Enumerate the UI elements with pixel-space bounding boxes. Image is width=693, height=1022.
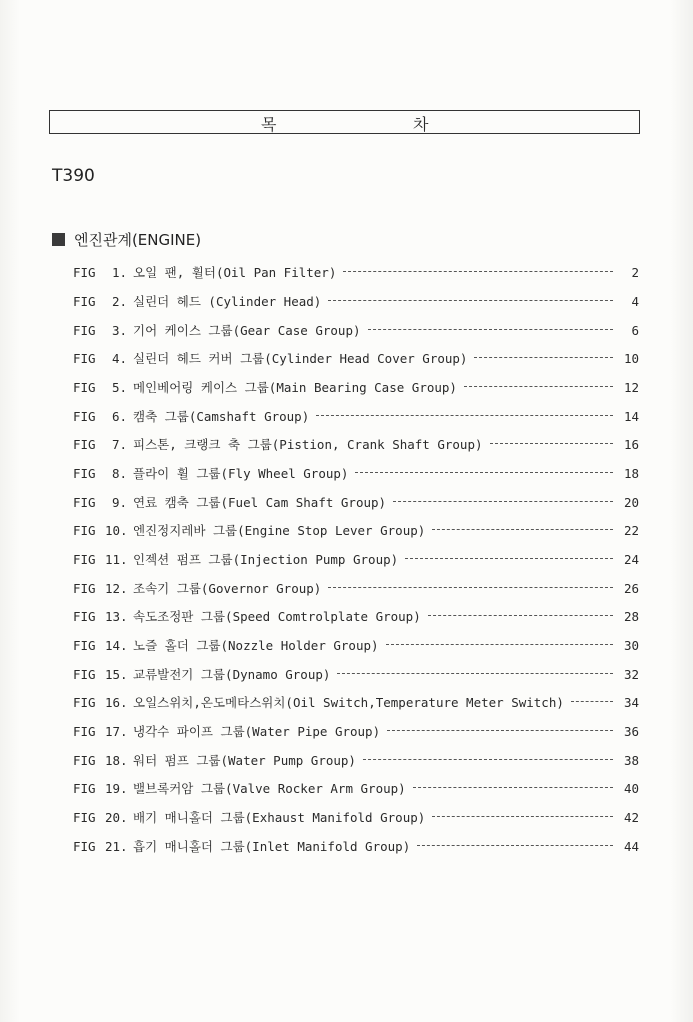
toc-entry[interactable] bbox=[73, 434, 639, 454]
toc-fig-number: 19. bbox=[105, 780, 128, 796]
toc-page-number: 16 bbox=[623, 436, 639, 452]
toc-entry[interactable] bbox=[73, 320, 639, 340]
toc-fig-number: 10. bbox=[105, 522, 128, 538]
toc-dot-leader bbox=[387, 730, 613, 732]
toc-page-number: 24 bbox=[623, 551, 639, 567]
toc-fig-label: FIG bbox=[73, 809, 96, 825]
toc-fig-number: 5. bbox=[111, 379, 127, 395]
toc-fig-label: FIG bbox=[73, 752, 96, 768]
toc-dot-leader bbox=[393, 501, 613, 503]
toc-entry-title: 기어 케이스 그룹(Gear Case Group) bbox=[133, 323, 361, 338]
toc-page-number: 26 bbox=[623, 580, 639, 596]
toc-page-number: 32 bbox=[623, 666, 639, 682]
toc-page-number: 40 bbox=[623, 780, 639, 796]
toc-dot-leader bbox=[571, 701, 613, 703]
toc-fig-number: 15. bbox=[105, 666, 128, 682]
toc-entry[interactable] bbox=[73, 492, 639, 512]
toc-dot-leader bbox=[363, 759, 613, 761]
toc-fig-label: FIG bbox=[73, 494, 96, 510]
toc-page-number: 36 bbox=[623, 723, 639, 739]
toc-entry[interactable] bbox=[73, 750, 639, 770]
toc-entry[interactable] bbox=[73, 721, 639, 741]
toc-title-box bbox=[49, 110, 640, 134]
toc-fig-label: FIG bbox=[73, 350, 96, 366]
square-bullet-icon bbox=[52, 233, 65, 246]
toc-dot-leader bbox=[328, 300, 613, 302]
toc-dot-leader bbox=[328, 587, 613, 589]
toc-fig-label: FIG bbox=[73, 666, 96, 682]
toc-entry[interactable] bbox=[73, 549, 639, 569]
toc-entry-title: 흡기 매니홀더 그룹(Inlet Manifold Group) bbox=[133, 839, 411, 854]
toc-fig-label: FIG bbox=[73, 264, 96, 280]
toc-dot-leader bbox=[368, 329, 613, 331]
toc-dot-leader bbox=[343, 271, 613, 273]
toc-page-number: 18 bbox=[623, 465, 639, 481]
toc-dot-leader bbox=[417, 845, 613, 847]
toc-dot-leader bbox=[386, 644, 613, 646]
toc-entry[interactable] bbox=[73, 807, 639, 827]
toc-page-number: 10 bbox=[623, 350, 639, 366]
toc-entry-title: 배기 매니홀더 그룹(Exhaust Manifold Group) bbox=[133, 810, 426, 825]
toc-fig-number: 11. bbox=[105, 551, 128, 567]
toc-fig-label: FIG bbox=[73, 379, 96, 395]
toc-page-number: 22 bbox=[623, 522, 639, 538]
toc-fig-label: FIG bbox=[73, 838, 96, 854]
toc-fig-number: 3. bbox=[111, 322, 127, 338]
toc-dot-leader bbox=[464, 386, 613, 388]
toc-fig-number: 20. bbox=[105, 809, 128, 825]
toc-fig-label: FIG bbox=[73, 522, 96, 538]
toc-fig-number: 4. bbox=[111, 350, 127, 366]
toc-entry-title: 오일 팬, 휠터(Oil Pan Filter) bbox=[133, 265, 337, 280]
toc-entry-title: 밸브록커암 그룹(Valve Rocker Arm Group) bbox=[133, 781, 406, 796]
toc-entry[interactable] bbox=[73, 348, 639, 368]
toc-fig-number: 9. bbox=[111, 494, 127, 510]
toc-entry-title: 실린더 헤드 (Cylinder Head) bbox=[133, 294, 322, 309]
toc-page-number: 28 bbox=[623, 608, 639, 624]
toc-fig-number: 13. bbox=[105, 608, 128, 624]
toc-entry[interactable] bbox=[73, 778, 639, 798]
toc-fig-label: FIG bbox=[73, 551, 96, 567]
toc-entry-title: 연료 캠축 그룹(Fuel Cam Shaft Group) bbox=[133, 495, 387, 510]
toc-entry-title: 워터 펌프 그룹(Water Pump Group) bbox=[133, 753, 356, 768]
section-title: 엔진관계(ENGINE) bbox=[74, 231, 202, 249]
toc-dot-leader bbox=[432, 816, 613, 818]
toc-page-number: 4 bbox=[631, 293, 639, 309]
toc-fig-label: FIG bbox=[73, 293, 96, 309]
toc-fig-number: 18. bbox=[105, 752, 128, 768]
toc-entry-title: 조속기 그룹(Governor Group) bbox=[133, 581, 322, 596]
toc-page-number: 42 bbox=[623, 809, 639, 825]
toc-entry[interactable] bbox=[73, 578, 639, 598]
toc-fig-label: FIG bbox=[73, 580, 96, 596]
toc-entry-title: 피스톤, 크랭크 축 그룹(Pistion, Crank Shaft Group) bbox=[133, 437, 483, 452]
toc-fig-label: FIG bbox=[73, 723, 96, 739]
toc-fig-label: FIG bbox=[73, 322, 96, 338]
toc-entry-title: 실린더 헤드 커버 그룹(Cylinder Head Cover Group) bbox=[133, 351, 468, 366]
toc-fig-number: 8. bbox=[111, 465, 127, 481]
toc-fig-number: 12. bbox=[105, 580, 128, 596]
toc-fig-label: FIG bbox=[73, 780, 96, 796]
toc-entry-title: 오일스위치,온도메타스위치(Oil Switch,Temperature Meter Switch) bbox=[133, 695, 564, 710]
toc-page-number: 12 bbox=[623, 379, 639, 395]
toc-fig-number: 16. bbox=[105, 694, 128, 710]
model-number: T390 bbox=[52, 166, 95, 186]
toc-page-number: 30 bbox=[623, 637, 639, 653]
toc-fig-label: FIG bbox=[73, 436, 96, 452]
toc-entry[interactable] bbox=[73, 377, 639, 397]
toc-fig-label: FIG bbox=[73, 408, 96, 424]
toc-fig-number: 14. bbox=[105, 637, 128, 653]
section-heading bbox=[52, 229, 201, 250]
toc-dot-leader bbox=[337, 673, 613, 675]
toc-fig-label: FIG bbox=[73, 465, 96, 481]
toc-dot-leader bbox=[413, 787, 613, 789]
toc-entry-title: 캠축 그룹(Camshaft Group) bbox=[133, 409, 310, 424]
toc-entry-title: 엔진정지레바 그룹(Engine Stop Lever Group) bbox=[133, 523, 426, 538]
toc-entry-title: 노즐 홀더 그룹(Nozzle Holder Group) bbox=[133, 638, 379, 653]
toc-page-number: 44 bbox=[623, 838, 639, 854]
toc-fig-number: 2. bbox=[111, 293, 127, 309]
toc-dot-leader bbox=[432, 529, 613, 531]
toc-fig-number: 21. bbox=[105, 838, 128, 854]
toc-page-number: 34 bbox=[623, 694, 639, 710]
toc-entry[interactable] bbox=[73, 836, 639, 856]
toc-page-number: 2 bbox=[631, 264, 639, 280]
toc-entry[interactable] bbox=[73, 262, 639, 282]
toc-entry-title: 냉각수 파이프 그룹(Water Pipe Group) bbox=[133, 724, 381, 739]
toc-entry[interactable] bbox=[73, 520, 639, 540]
toc-entry-title: 인젝션 펌프 그룹(Injection Pump Group) bbox=[133, 552, 399, 567]
toc-fig-label: FIG bbox=[73, 694, 96, 710]
toc-title-part-1: 목 bbox=[261, 115, 279, 134]
toc-dot-leader bbox=[474, 357, 613, 359]
toc-fig-label: FIG bbox=[73, 608, 96, 624]
toc-page-number: 38 bbox=[623, 752, 639, 768]
toc-entry[interactable] bbox=[73, 692, 639, 712]
toc-entry[interactable] bbox=[73, 635, 639, 655]
toc-title-part-2: 차 bbox=[413, 115, 431, 134]
toc-dot-leader bbox=[490, 443, 614, 445]
toc-fig-label: FIG bbox=[73, 637, 96, 653]
toc-page-number: 6 bbox=[631, 322, 639, 338]
toc-dot-leader bbox=[405, 558, 613, 560]
toc-dot-leader bbox=[316, 415, 613, 417]
toc-page-number: 20 bbox=[623, 494, 639, 510]
toc-entry[interactable] bbox=[73, 463, 639, 483]
toc-page-number: 14 bbox=[623, 408, 639, 424]
toc-entry-title: 메인베어링 케이스 그룹(Main Bearing Case Group) bbox=[133, 380, 457, 395]
toc-dot-leader bbox=[355, 472, 613, 474]
toc-entry[interactable] bbox=[73, 606, 639, 626]
toc-entry[interactable] bbox=[73, 406, 639, 426]
toc-entry[interactable] bbox=[73, 291, 639, 311]
toc-entry-title: 플라이 휠 그룹(Fly Wheel Group) bbox=[133, 466, 349, 481]
toc-entry-title: 속도조정판 그룹(Speed Comtrolplate Group) bbox=[133, 609, 421, 624]
toc-fig-number: 1. bbox=[111, 264, 127, 280]
toc-fig-number: 7. bbox=[111, 436, 127, 452]
toc-fig-number: 6. bbox=[111, 408, 127, 424]
toc-entry[interactable] bbox=[73, 664, 639, 684]
toc-dot-leader bbox=[428, 615, 613, 617]
toc-fig-number: 17. bbox=[105, 723, 128, 739]
toc-entry-title: 교류발전기 그룹(Dynamo Group) bbox=[133, 667, 331, 682]
